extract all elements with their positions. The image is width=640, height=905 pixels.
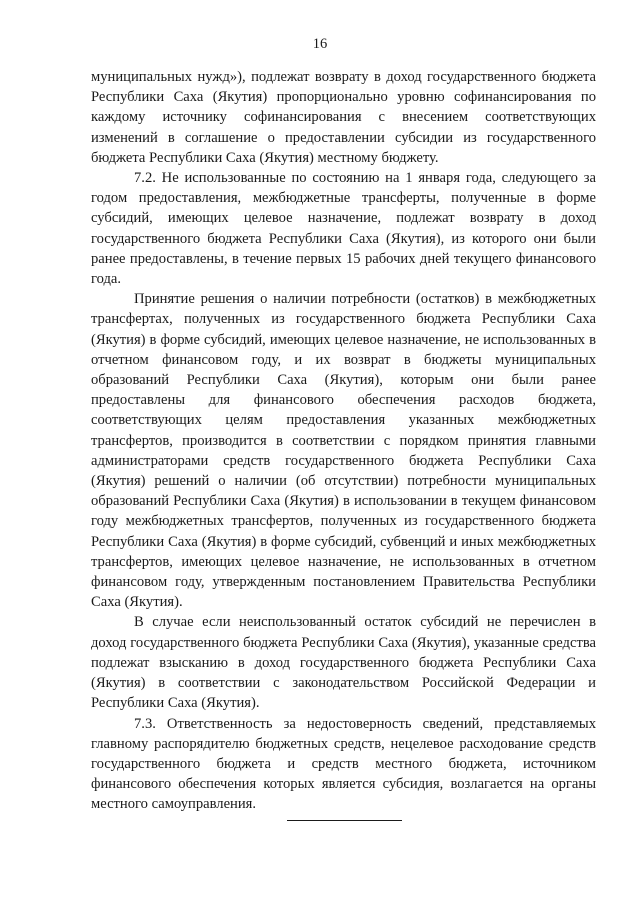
paragraph-7-3: 7.3. Ответственность за недостоверность сведений, представляемых главному распорядителю бюджетных средств, нецелевое расходование средств государственного бюджета и средств местного бюджета, источником финансового обеспечения которых является субсидия, возлагается на органы местного самоуправления. — [91, 715, 596, 813]
paragraph-recovery: В случае если неиспользованный остаток субсидий не перечислен в доход государственного бюджета Республики Саха (Якутия), указанные средства подлежат взысканию в доход государственного бюджета Республики Саха (Якутия) в соответствии с законодательством Российской Федерации и Республики Саха (Якутия). — [91, 614, 596, 712]
end-of-text-rule — [287, 820, 402, 821]
paragraph-decision: Принятие решения о наличии потребности (остатков) в межбюджетных трансфертах, полученных из государственного бюджета Республики Саха (Якутия) в форме субсидий, имеющих целевое назначение, не использованных в отчетном финансовом году, и их возврат в бюджеты муниципальных образований Республики Саха (Якутия), которым они были ранее предоставлены для финансового обеспечения расходов бюджета, соответствующих целям предоставления указанных межбюджетных трансфертов, производится в соответствии с порядком принятия главными администраторами средств государственного бюджета Республики Саха (Якутия) решений о наличии (об отсутствии) потребности муниципальных образований Республики Саха (Якутия) в использовании в текущем финансовом году межбюджетных трансфертов, полученных из государственного бюджета Республики Саха (Якутия) в форме субсидий, субвенций и иных межбюджетных трансфертов, имеющих целевое назначение, не использованных в отчетном финансовом году, утвержденным постановлением Правительства Республики Саха (Якутия). — [91, 291, 596, 611]
document-body — [91, 67, 596, 815]
page-number: 16 — [312, 36, 328, 52]
paragraph-continuation: муниципальных нужд»), подлежат возврату в доход государственного бюджета Республики Саха (Якутия) пропорционально уровню софинансирования по каждому источнику софинансирования с внесением соответствующих изменений в соглашение о предоставлении субсидии из государственного бюджета Республики Саха (Якутия) местному бюджету. — [91, 69, 596, 166]
paragraph-7-2: 7.2. Не использованные по состоянию на 1 января года, следующего за годом предоставления, межбюджетные трансферты, полученные в форме субсидий, имеющих целевое назначение, подлежат возврату в доход государственного бюджета Республики Саха (Якутия), из которого они были ранее предоставлены, в течение первых 15 рабочих дней текущего финансового года. — [91, 170, 596, 288]
